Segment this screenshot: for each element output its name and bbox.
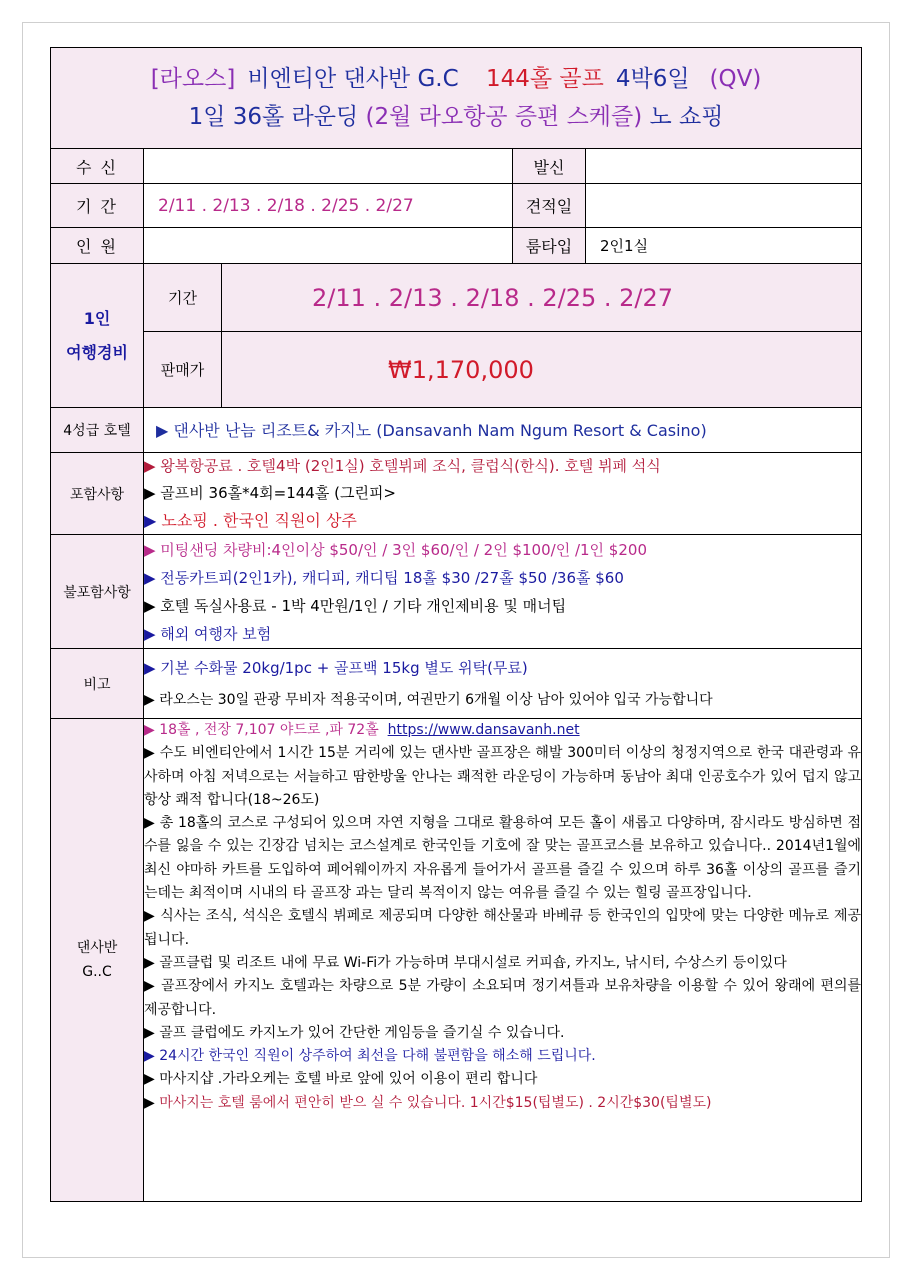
room-type-value: 2인1실 (586, 228, 862, 264)
course-casino-paragraph: ▶ 골프 클럽에도 카지노가 있어 간단한 게임등을 즐기실 수 있습니다. (144, 1024, 565, 1041)
title-course: 비엔티안 댄사반 G.C (247, 66, 459, 92)
remarks-row (51, 649, 862, 719)
excluded-items (144, 535, 862, 649)
price-value: ₩1,170,000 (222, 332, 862, 408)
cost-label (51, 264, 144, 408)
included-label: 포함사항 (51, 453, 144, 535)
title-rounding: 1일 36홀 라운딩 (188, 104, 359, 130)
title-duration: 4박6일 (615, 66, 690, 92)
title-schedule: (2월 라오항공 증편 스케즐) (365, 104, 643, 130)
title-line-1 (51, 60, 861, 98)
course-label-line-1: 댄사반 (76, 940, 118, 956)
course-description (144, 719, 862, 1202)
title-code: (QV) (709, 66, 762, 92)
hotel-value: ▶ 댄사반 난늠 리조트& 카지노 (Dansavanh Nam Ngum Resort & Casino) (144, 408, 862, 453)
sender-value (586, 149, 862, 184)
course-row (51, 719, 862, 1202)
course-location-paragraph: ▶ 수도 비엔티안에서 1시간 15분 거리에 있는 댄사반 골프장은 해발 300미터 이상의 청정지역으로 한국 대관령과 유사하며 아침 저녁으로는 서늘하고 땀한방울 안나는 쾌적한 라운딩이 가능하며 동남아 최대 인공호수가 있어 덥지 않고 항상 쾌적 합니다(18~26도) (144, 745, 862, 808)
people-label: 인 원 (51, 228, 144, 264)
remarks-label: 비고 (51, 649, 144, 719)
course-label-line-2: G..C (82, 964, 112, 980)
course-overview-text: ▶ 18홀 , 전장 7,107 야드로 ,파 72홀 (144, 722, 379, 738)
course-website-link[interactable]: https://www.dansavanh.net (387, 722, 580, 738)
remarks-items (144, 649, 862, 719)
course-massage-paragraph (144, 1092, 861, 1115)
excluded-row (51, 535, 862, 649)
recipient-value (144, 149, 513, 184)
cost-period-value: 2/11 . 2/13 . 2/18 . 2/25 . 2/27 (222, 264, 862, 332)
excluded-item-transfer: ▶ 미팅샌딩 차량비:4인이상 $50/인 / 3인 $60/인 / 2인 $100/인 /1인 $200 (144, 540, 647, 559)
period-row (51, 184, 862, 228)
remarks-item-visa: ▶ 라오스는 30일 관광 무비자 적용국이며, 여권만기 6개월 이상 남아 있어야 입국 가능합니다 (144, 691, 713, 708)
room-type-label: 룸타입 (513, 228, 586, 264)
included-item-no-shopping-text: 노쇼핑 . 한국인 직원이 상주 (161, 511, 357, 530)
included-item-no-shopping-marker: ▶ (144, 511, 157, 530)
course-layout-paragraph: ▶ 총 18홀의 코스로 구성되어 있으며 자연 지형을 그대로 활용하여 모든 홀이 새롭고 다양하며, 잠시라도 방심하면 점수를 잃을 수 있는 긴장감 넘치는 코스설계로 한국인들 기호에 잘 맞는 골프코스를 보유하고 있습니다.. 2014년1월에 최신 야마하 카트를 도입하여 페어웨이까지 자유롭게 들어가서 골프를 즐길 수 있으며 하루 36홀 이상의 골프를 즐기는데는 최적이며 시내의 타 골프장 과는 달리 복적이지 않는 여유를 즐길 수 있는 힐링 골프장입니다. (144, 815, 862, 902)
cost-period-label: 기간 (144, 264, 222, 332)
excluded-label: 불포함사항 (51, 535, 144, 649)
included-item-airfare-hotel: ▶ 왕복항공료 . 호텔4박 (2인1실) 호텔뷔페 조식, 클럽식(한식). 호텔 뷔페 석식 (144, 457, 661, 475)
included-item-no-shopping (144, 507, 861, 534)
people-row (51, 228, 862, 264)
cost-label-line-1: 1인 (83, 308, 111, 328)
excluded-item-single-room: ▶ 호텔 독실사용료 - 1박 4만원/1인 / 기타 개인제비용 및 매너팁 (144, 596, 567, 615)
course-label (51, 719, 144, 1202)
course-facilities-paragraph: ▶ 골프클럽 및 리조트 내에 무료 Wi-Fi가 가능하며 부대시설로 커피숍, 카지노, 낚시터, 수상스키 등이있다 (144, 954, 787, 971)
course-overview (144, 719, 861, 742)
included-item-golf-fee: ▶ 골프비 36홀*4회=144홀 (그린피> (144, 484, 397, 502)
title-region: [라오스] (150, 66, 236, 92)
excluded-item-cart-caddie: ▶ 전동카트피(2인1카), 캐디피, 캐디팁 18홀 $30 /27홀 $50 /36홀 $60 (144, 568, 624, 587)
cost-price-row (51, 332, 862, 408)
sender-label: 발신 (513, 149, 586, 184)
itinerary-quote-table (50, 47, 862, 1202)
excluded-item-insurance: ▶ 해외 여행자 보험 (144, 624, 272, 643)
course-massage-shop-paragraph: ▶ 마사지샵 .가라오케는 호텔 바로 앞에 있어 이용이 편리 합니다 (144, 1071, 538, 1088)
quote-date-label: 견적일 (513, 184, 586, 228)
course-shuttle-paragraph: ▶ 골프장에서 카지노 호텔과는 차량으로 5분 가량이 소요되며 정기셔틀과 보유차량을 이용할 수 있어 왕래에 편의를 제공합니다. (144, 978, 862, 1018)
recipient-label: 수 신 (51, 149, 144, 184)
included-row (51, 453, 862, 535)
period-label: 기 간 (51, 184, 144, 228)
hotel-row (51, 408, 862, 453)
price-label: 판매가 (144, 332, 222, 408)
title-row (51, 48, 862, 149)
cost-label-line-2: 여행경비 (66, 342, 128, 362)
title-no-shopping: 노 쇼핑 (649, 104, 724, 130)
course-meals-paragraph: ▶ 식사는 조식, 석식은 호텔식 뷔페로 제공되며 다양한 해산물과 바베큐 등 한국인의 입맛에 맞는 다양한 메뉴로 제공됩니다. (144, 908, 862, 948)
course-massage-marker: ▶ (144, 1094, 155, 1111)
title-holes: 144홀 골프 (485, 66, 604, 92)
included-items (144, 453, 862, 535)
title-line-2 (51, 98, 861, 136)
cost-period-row (51, 264, 862, 332)
remarks-item-baggage: ▶ 기본 수화물 20kg/1pc + 골프백 15kg 별도 위탁(무료) (144, 658, 528, 677)
quote-date-value (586, 184, 862, 228)
course-massage-text: 마사지는 호텔 룸에서 편안히 받으 실 수 있습니다. 1시간$15(팁별도) . 2시간$30(팁별도) (159, 1094, 712, 1111)
people-value (144, 228, 513, 264)
hotel-label: 4성급 호텔 (51, 408, 144, 453)
title-cell (51, 48, 862, 149)
period-value: 2/11 . 2/13 . 2/18 . 2/25 . 2/27 (144, 184, 513, 228)
recipient-row (51, 149, 862, 184)
course-staff-paragraph: ▶ 24시간 한국인 직원이 상주하여 최선을 다해 불편함을 해소해 드립니다. (144, 1048, 596, 1065)
